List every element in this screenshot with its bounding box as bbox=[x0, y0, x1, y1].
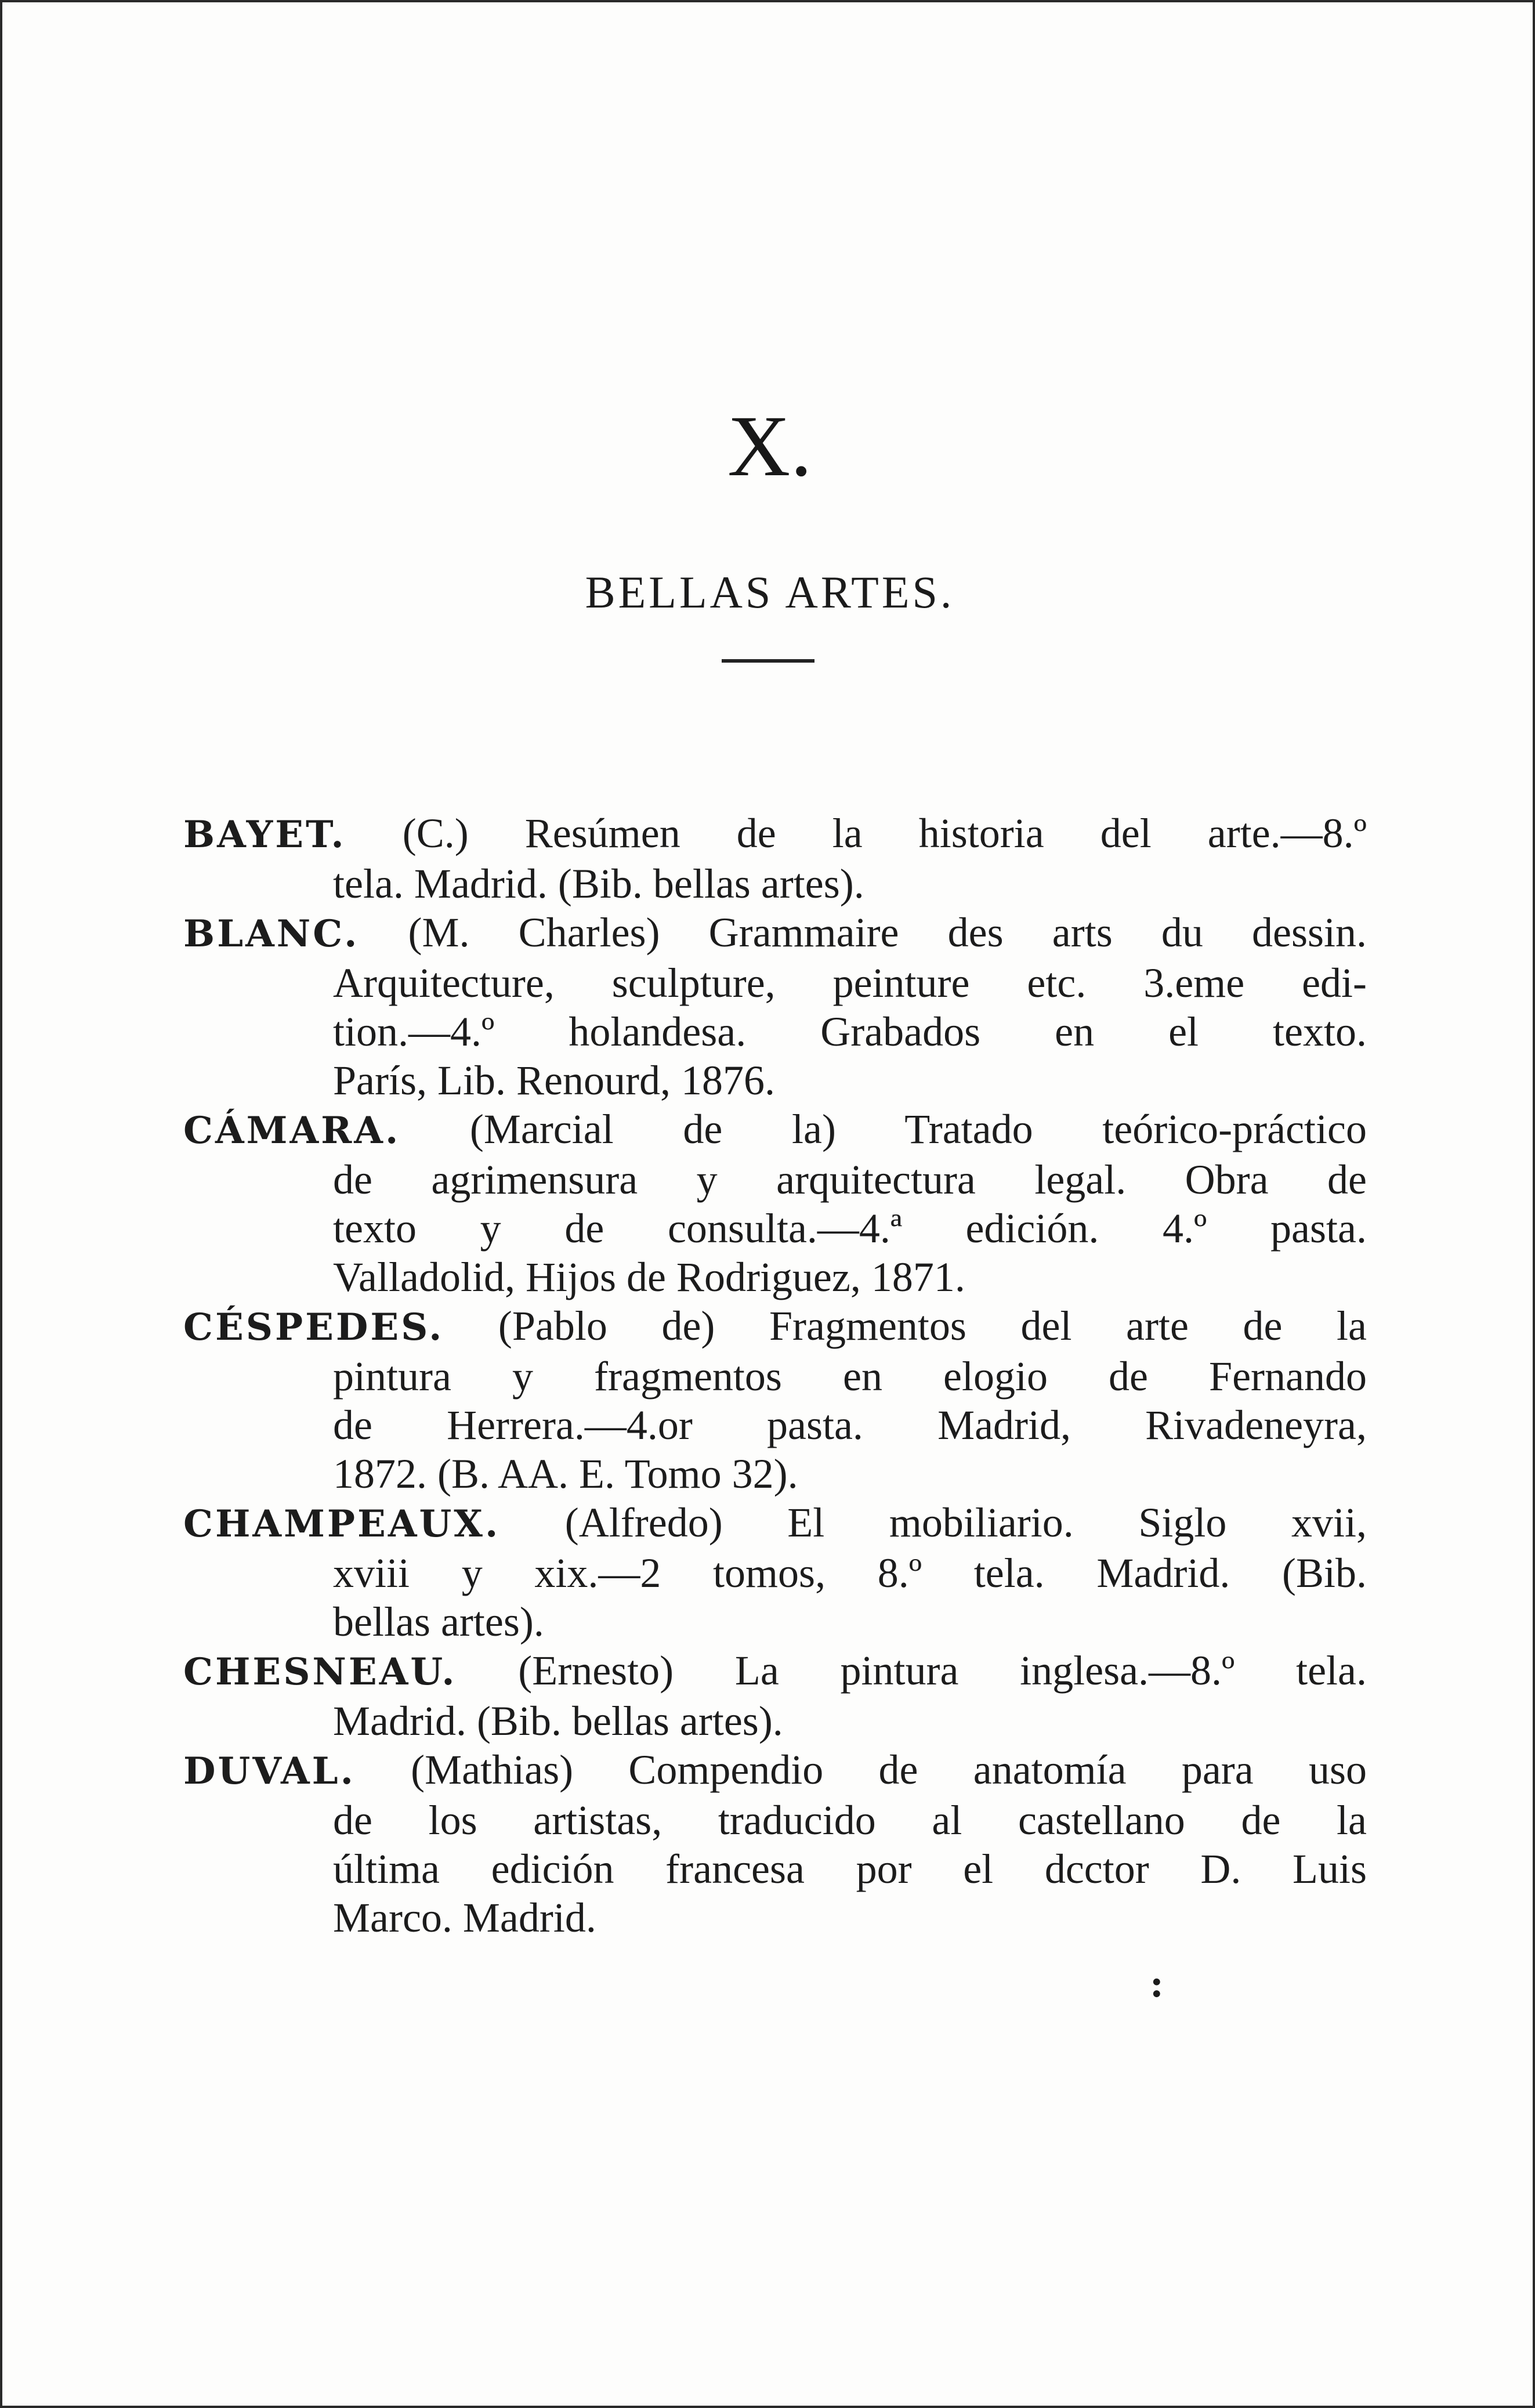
entry-bayet bbox=[183, 809, 1367, 908]
entry-line: CÁMARA. (Marcial de la) Tratado teórico-práctico bbox=[183, 1106, 1367, 1152]
entry-line: Valladolid, Hijos de Rodriguez, 1871. bbox=[333, 1254, 965, 1300]
entry-cespedes bbox=[183, 1301, 1367, 1498]
entry-author: BAYET. bbox=[183, 813, 346, 856]
entry-line: pintura y fragmentos en elogio de Fernando bbox=[333, 1353, 1367, 1400]
title-divider bbox=[722, 659, 814, 663]
entry-line: bellas artes). bbox=[333, 1599, 544, 1645]
entry-chesneau bbox=[183, 1646, 1367, 1745]
entry-line: CÉSPEDES. (Pablo de) Fragmentos del arte de la bbox=[183, 1303, 1367, 1349]
entry-line: París, Lib. Renourd, 1876. bbox=[333, 1057, 775, 1104]
chapter-number: X. bbox=[727, 398, 812, 494]
entry-duval bbox=[183, 1745, 1367, 1942]
entry-author: CÁMARA. bbox=[183, 1109, 401, 1152]
entry-line: tela. Madrid. (Bib. bellas artes). bbox=[333, 860, 864, 907]
entry-line: de Herrera.—4.or pasta. Madrid, Rivadeneyra, bbox=[333, 1402, 1367, 1448]
entry-line: última edición francesa por el dcctor D. Luis bbox=[333, 1846, 1367, 1892]
entry-champeaux bbox=[183, 1498, 1367, 1646]
entry-line: BAYET. (C.) Resúmen de la historia del arte.—8.º bbox=[183, 810, 1367, 856]
entry-line: tion.—4.º holandesa. Grabados en el texto. bbox=[333, 1008, 1367, 1055]
entry-line: de los artistas, traducido al castellano de la bbox=[333, 1797, 1367, 1843]
entry-line: de agrimensura y arquitectura legal. Obra de bbox=[333, 1156, 1367, 1203]
entry-line: CHAMPEAUX. (Alfredo) El mobiliario. Siglo xvii, bbox=[183, 1499, 1367, 1546]
entry-author: CHESNEAU. bbox=[183, 1650, 457, 1694]
entry-line: Marco. Madrid. bbox=[333, 1894, 596, 1941]
entry-camara bbox=[183, 1105, 1367, 1301]
entry-author: CHAMPEAUX. bbox=[183, 1502, 501, 1546]
entry-line: Arquitecture, sculpture, peinture etc. 3.eme edi- bbox=[333, 960, 1367, 1006]
entry-author: CÉSPEDES. bbox=[183, 1306, 444, 1349]
entry-line: DUVAL. (Mathias) Compendio de anatomía para uso bbox=[183, 1747, 1367, 1793]
bibliography-list bbox=[183, 809, 1367, 1942]
entry-line: 1872. (B. AA. E. Tomo 32). bbox=[333, 1451, 798, 1497]
entry-line: xviii y xix.—2 tomos, 8.º tela. Madrid. (Bib. bbox=[333, 1550, 1367, 1596]
entry-line: CHESNEAU. (Ernesto) La pintura inglesa.—8.º tela. bbox=[183, 1647, 1367, 1694]
entry-author: BLANC. bbox=[183, 912, 360, 956]
entry-line: texto y de consulta.—4.ª edición. 4.º pasta. bbox=[333, 1205, 1367, 1252]
section-title: BELLAS ARTES. bbox=[585, 567, 955, 617]
entry-line: BLANC. (M. Charles) Grammaire des arts du dessin. bbox=[183, 909, 1367, 956]
entry-line: Madrid. (Bib. bellas artes). bbox=[333, 1698, 783, 1744]
entry-author: DUVAL. bbox=[183, 1749, 356, 1793]
entry-blanc bbox=[183, 908, 1367, 1105]
continuation-mark: : bbox=[1150, 1962, 1164, 2006]
